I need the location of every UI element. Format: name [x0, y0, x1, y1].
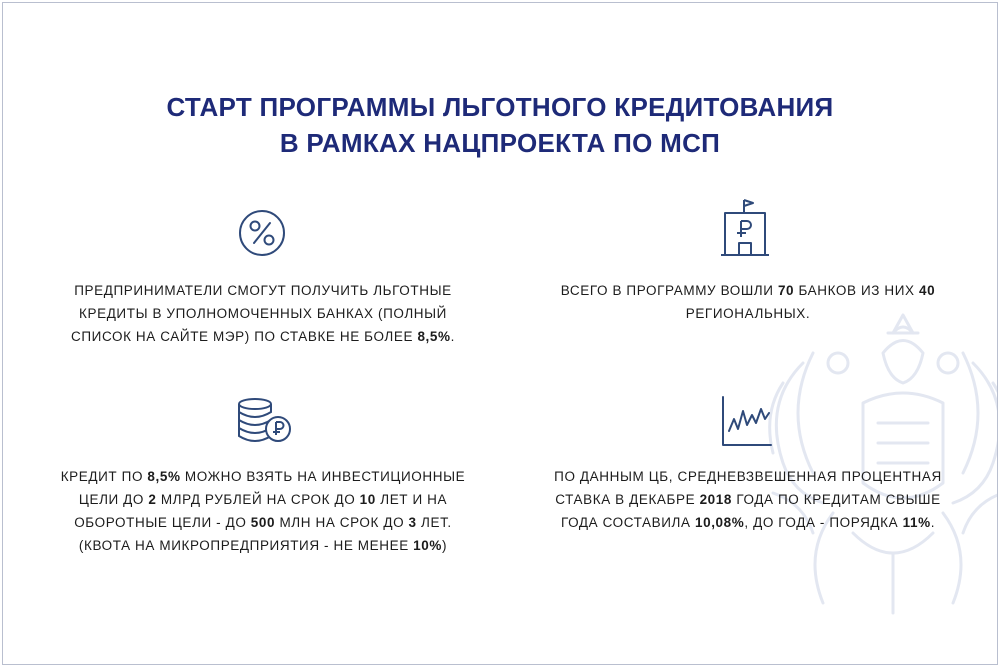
text-line: [513, 488, 983, 511]
text-line: [33, 325, 493, 348]
text-segment: СТАВКА В ДЕКАБРЕ: [555, 492, 700, 507]
text-segment: БАНКОВ ИЗ НИХ: [794, 283, 920, 298]
text-segment: ВСЕГО В ПРОГРАММУ ВОШЛИ: [560, 283, 778, 298]
highlight-value: 8,5%: [417, 329, 451, 344]
highlight-value: 10,08%: [694, 515, 745, 530]
highlight-value: 500: [250, 515, 276, 530]
highlight-value: 40: [919, 283, 936, 298]
highlight-value: 10: [359, 492, 376, 507]
bank-building-icon: [717, 198, 773, 260]
text-segment: ЦЕЛИ ДО: [78, 492, 149, 507]
text-segment: МОЖНО ВЗЯТЬ НА ИНВЕСТИЦИОННЫЕ: [180, 469, 466, 484]
text-segment: ): [442, 538, 448, 553]
highlight-value: 8,5%: [147, 469, 181, 484]
line-chart-icon: [719, 395, 773, 449]
text-segment: .: [930, 515, 936, 530]
text-line: [33, 302, 493, 325]
text-line: [513, 279, 983, 302]
text-segment: ПО ДАННЫМ ЦБ, СРЕДНЕВЗВЕШЕННАЯ ПРОЦЕНТНАЯ: [554, 469, 942, 484]
text-segment: ПРЕДПРИНИМАТЕЛИ СМОГУТ ПОЛУЧИТЬ ЛЬГОТНЫЕ: [74, 283, 452, 298]
title-line-1: СТАРТ ПРОГРАММЫ ЛЬГОТНОГО КРЕДИТОВАНИЯ: [166, 92, 834, 122]
text-line: [33, 279, 493, 302]
page-title: [3, 89, 997, 161]
text-line: [33, 511, 493, 534]
text-block-preferential-loans: [33, 279, 493, 348]
text-block-banks-count: [513, 279, 983, 325]
text-segment: ГОДА СОСТАВИЛА: [560, 515, 695, 530]
highlight-value: 70: [777, 283, 795, 298]
text-segment: СПИСОК НА САЙТЕ МЭР) ПО СТАВКЕ НЕ БОЛЕЕ: [71, 329, 418, 344]
text-segment: ЛЕТ.: [416, 515, 452, 530]
eagle-emblem-watermark: [743, 293, 998, 623]
highlight-value: 10%: [413, 538, 442, 553]
text-segment: РЕГИОНАЛЬНЫХ.: [685, 306, 811, 321]
text-line: [33, 465, 493, 488]
highlight-value: 3: [408, 515, 417, 530]
text-block-loan-terms: [33, 465, 493, 557]
text-segment: КРЕДИТ ПО: [60, 469, 148, 484]
text-line: [33, 534, 493, 557]
text-line: [513, 302, 983, 325]
infographic-frame: [2, 2, 998, 665]
title-line-2: В РАМКАХ НАЦПРОЕКТА ПО МСП: [279, 128, 721, 158]
text-segment: , ДО ГОДА - ПОРЯДКА: [744, 515, 903, 530]
text-segment: МЛРД РУБЛЕЙ НА СРОК ДО: [156, 492, 360, 507]
text-segment: ГОДА ПО КРЕДИТАМ СВЫШЕ: [732, 492, 941, 507]
highlight-value: 11%: [902, 515, 931, 530]
text-segment: (КВОТА НА МИКРОПРЕДПРИЯТИЯ - НЕ МЕНЕЕ: [78, 538, 414, 553]
highlight-value: 2: [148, 492, 157, 507]
text-segment: КРЕДИТЫ В УПОЛНОМОЧЕННЫХ БАНКАХ (ПОЛНЫЙ: [79, 306, 447, 321]
coins-ruble-icon: [235, 396, 293, 448]
text-segment: ОБОРОТНЫЕ ЦЕЛИ - ДО: [74, 515, 251, 530]
text-segment: МЛН НА СРОК ДО: [275, 515, 409, 530]
percent-icon: [237, 208, 287, 258]
highlight-value: 2018: [699, 492, 732, 507]
text-line: [513, 465, 983, 488]
text-line: [513, 511, 983, 534]
text-segment: .: [450, 329, 455, 344]
text-segment: ЛЕТ И НА: [375, 492, 448, 507]
text-line: [33, 488, 493, 511]
text-block-cb-rates: [513, 465, 983, 534]
